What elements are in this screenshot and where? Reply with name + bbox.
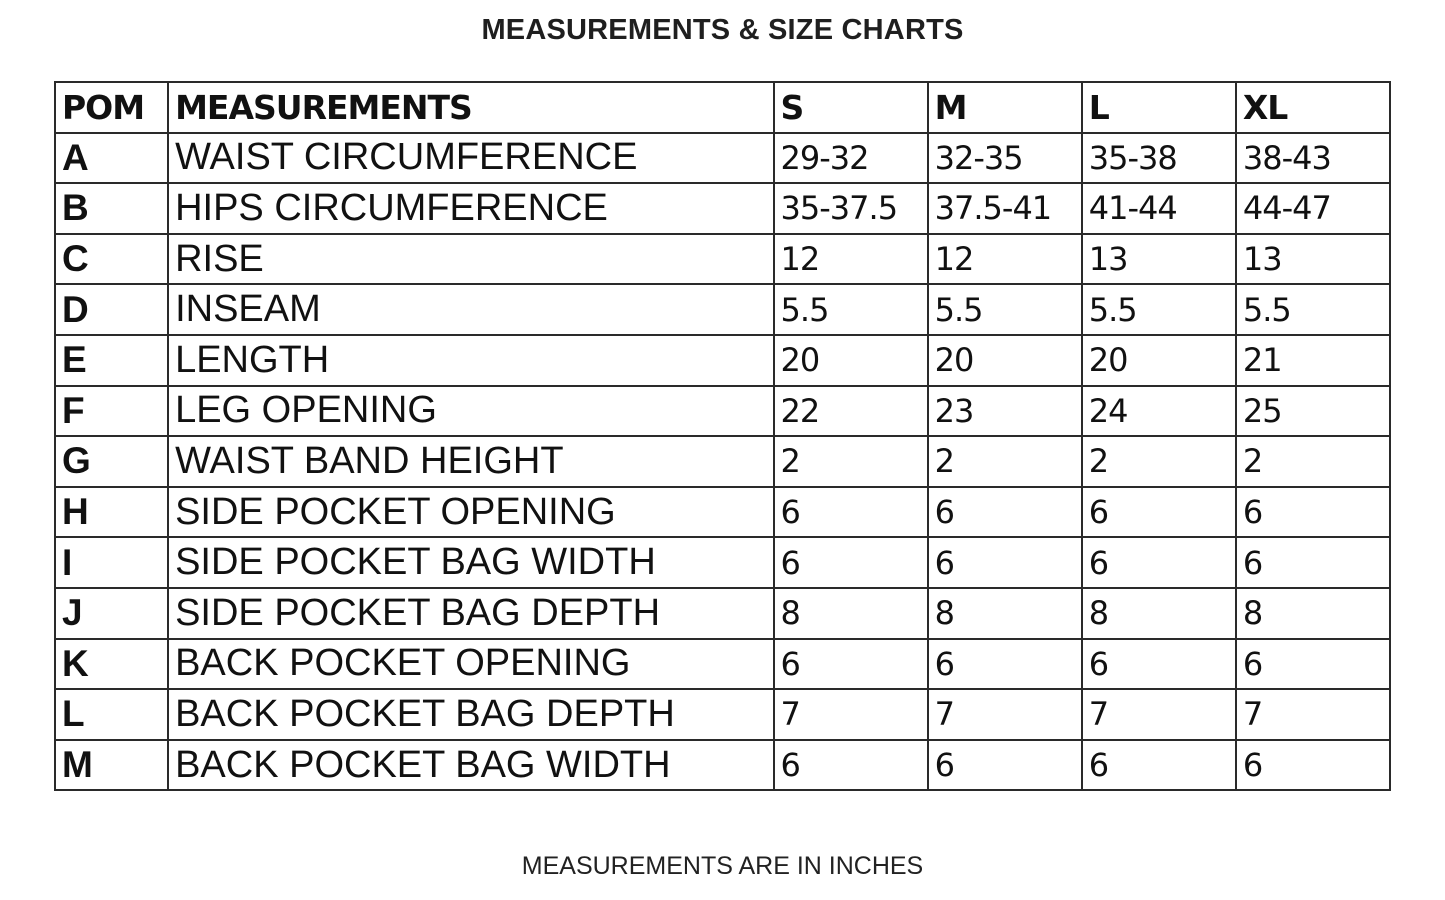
pom-cell: G [55, 436, 168, 487]
measurement-name-cell: BACK POCKET BAG WIDTH [168, 740, 773, 791]
size-xl-value-cell: 21 [1236, 335, 1390, 386]
size-m-value-cell: 6 [928, 639, 1082, 690]
size-m-value-cell: 12 [928, 234, 1082, 285]
pom-cell: L [55, 689, 168, 740]
size-l-value-cell: 2 [1082, 436, 1236, 487]
measurement-name-cell: LENGTH [168, 335, 773, 386]
table-row [55, 335, 1390, 386]
pom-cell: F [55, 386, 168, 437]
table-row [55, 639, 1390, 690]
size-xl-value-cell: 38-43 [1236, 133, 1390, 184]
units-footnote: MEASUREMENTS ARE IN INCHES [521, 852, 924, 880]
pom-cell: K [55, 639, 168, 690]
table-row [55, 234, 1390, 285]
size-m-value-cell: 7 [928, 689, 1082, 740]
measurement-name-cell: WAIST BAND HEIGHT [168, 436, 773, 487]
size-m-value-cell: 23 [928, 386, 1082, 437]
size-s-value-cell: 22 [774, 386, 928, 437]
size-m-value-cell: 6 [928, 537, 1082, 588]
table-row [55, 740, 1390, 791]
measurement-name-cell: BACK POCKET BAG DEPTH [168, 689, 773, 740]
measurement-name-cell: RISE [168, 234, 773, 285]
measurement-name-cell: SIDE POCKET BAG WIDTH [168, 537, 773, 588]
size-xl-value-cell: 13 [1236, 234, 1390, 285]
size-xl-value-cell: 6 [1236, 639, 1390, 690]
size-l-value-cell: 20 [1082, 335, 1236, 386]
size-m-value-cell: 6 [928, 487, 1082, 538]
size-l-value-cell: 6 [1082, 537, 1236, 588]
size-l-value-cell: 24 [1082, 386, 1236, 437]
size-m-value-cell: 8 [928, 588, 1082, 639]
size-s-value-cell: 5.5 [774, 284, 928, 335]
size-s-value-cell: 2 [774, 436, 928, 487]
size-s-value-cell: 6 [774, 639, 928, 690]
pom-cell: M [55, 740, 168, 791]
size-s-value-cell: 12 [774, 234, 928, 285]
size-l-value-cell: 5.5 [1082, 284, 1236, 335]
size-xl-value-cell: 25 [1236, 386, 1390, 437]
size-xl-value-cell: 6 [1236, 537, 1390, 588]
pom-cell: C [55, 234, 168, 285]
pom-cell: J [55, 588, 168, 639]
header-pom: POM [55, 82, 168, 133]
size-m-value-cell: 37.5-41 [928, 183, 1082, 234]
measurement-name-cell: WAIST CIRCUMFERENCE [168, 133, 773, 184]
table-row [55, 689, 1390, 740]
size-m-value-cell: 20 [928, 335, 1082, 386]
size-l-value-cell: 6 [1082, 487, 1236, 538]
header-size-m: M [928, 82, 1082, 133]
table-header-row [55, 82, 1390, 133]
size-m-value-cell: 32-35 [928, 133, 1082, 184]
table-row [55, 284, 1390, 335]
table-row [55, 133, 1390, 184]
size-s-value-cell: 6 [774, 537, 928, 588]
table-row [55, 588, 1390, 639]
measurement-name-cell: SIDE POCKET BAG DEPTH [168, 588, 773, 639]
size-m-value-cell: 6 [928, 740, 1082, 791]
pom-cell: A [55, 133, 168, 184]
size-s-value-cell: 7 [774, 689, 928, 740]
size-m-value-cell: 2 [928, 436, 1082, 487]
table-row [55, 537, 1390, 588]
size-xl-value-cell: 6 [1236, 487, 1390, 538]
table-row [55, 487, 1390, 538]
header-size-l: L [1082, 82, 1236, 133]
size-l-value-cell: 6 [1082, 639, 1236, 690]
size-xl-value-cell: 6 [1236, 740, 1390, 791]
size-m-value-cell: 5.5 [928, 284, 1082, 335]
table-row [55, 436, 1390, 487]
table-row [55, 386, 1390, 437]
measurement-name-cell: SIDE POCKET OPENING [168, 487, 773, 538]
size-xl-value-cell: 2 [1236, 436, 1390, 487]
size-s-value-cell: 6 [774, 487, 928, 538]
size-xl-value-cell: 5.5 [1236, 284, 1390, 335]
size-l-value-cell: 6 [1082, 740, 1236, 791]
measurement-name-cell: INSEAM [168, 284, 773, 335]
pom-cell: I [55, 537, 168, 588]
size-l-value-cell: 35-38 [1082, 133, 1236, 184]
size-l-value-cell: 13 [1082, 234, 1236, 285]
pom-cell: E [55, 335, 168, 386]
size-s-value-cell: 8 [774, 588, 928, 639]
pom-cell: H [55, 487, 168, 538]
pom-cell: B [55, 183, 168, 234]
size-l-value-cell: 8 [1082, 588, 1236, 639]
size-chart-table [54, 81, 1391, 791]
size-s-value-cell: 6 [774, 740, 928, 791]
measurement-name-cell: HIPS CIRCUMFERENCE [168, 183, 773, 234]
table-row [55, 183, 1390, 234]
size-s-value-cell: 35-37.5 [774, 183, 928, 234]
size-l-value-cell: 41-44 [1082, 183, 1236, 234]
size-s-value-cell: 20 [774, 335, 928, 386]
measurement-name-cell: LEG OPENING [168, 386, 773, 437]
header-size-xl: XL [1236, 82, 1390, 133]
size-s-value-cell: 29-32 [774, 133, 928, 184]
header-size-s: S [774, 82, 928, 133]
size-l-value-cell: 7 [1082, 689, 1236, 740]
page-title: MEASUREMENTS & SIZE CHARTS [481, 14, 964, 46]
size-xl-value-cell: 7 [1236, 689, 1390, 740]
size-xl-value-cell: 44-47 [1236, 183, 1390, 234]
size-xl-value-cell: 8 [1236, 588, 1390, 639]
measurement-name-cell: BACK POCKET OPENING [168, 639, 773, 690]
pom-cell: D [55, 284, 168, 335]
header-measurements: MEASUREMENTS [168, 82, 773, 133]
